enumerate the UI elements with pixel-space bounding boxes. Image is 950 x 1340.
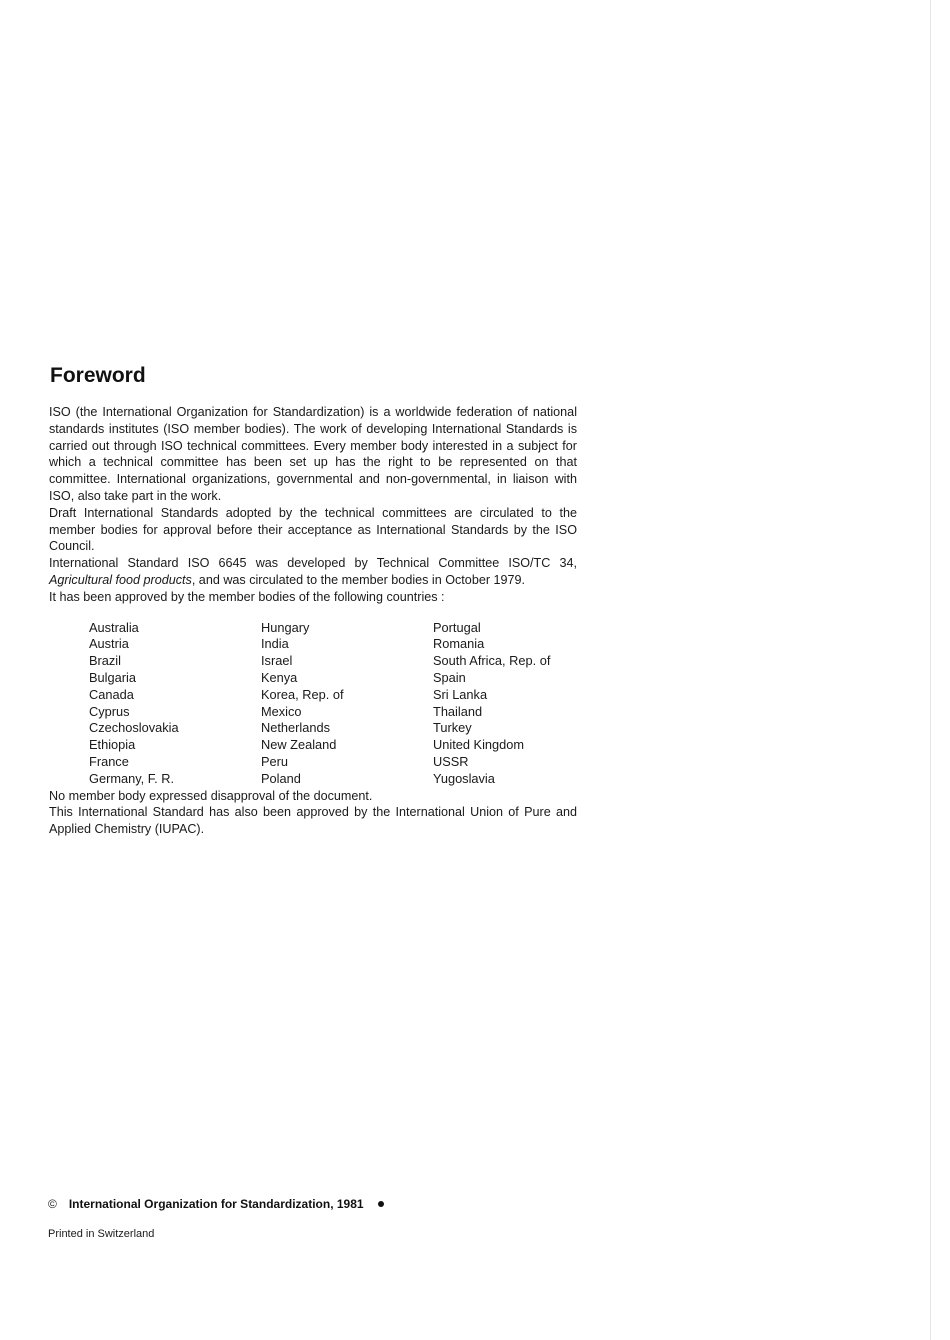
development-text-end: , and was circulated to the member bodies in October 1979. [191, 572, 526, 587]
bullet-dot-icon [378, 1201, 384, 1207]
country-item: Turkey [433, 720, 472, 736]
copyright-icon: © [48, 1197, 57, 1211]
country-item: Mexico [261, 703, 302, 719]
country-item: India [261, 636, 289, 652]
country-item: Spain [433, 669, 466, 685]
country-item: Ethiopia [89, 737, 136, 753]
country-item: Portugal [433, 619, 481, 635]
copyright-line [48, 1196, 384, 1212]
country-item: Germany, F. R. [89, 770, 175, 786]
country-item: Australia [89, 619, 139, 635]
country-item: Sri Lanka [433, 686, 488, 702]
country-item: New Zealand [261, 737, 337, 753]
paragraph-iso-intro: ISO (the International Organization for Standardization) is a worldwide federation of national standards institutes (ISO member bodies). The work of developing International Standards is carried out through ISO technical committees. Every member body interested in a subject for which a technical committee has been set up has the right to be represented on that committee. International organizations, governmental and non-governmental, in liaison with ISO, also take part in the work. [49, 405, 577, 503]
paragraph-draft-standards: Draft International Standards adopted by the technical committees are circulated to the member bodies for approval before their acceptance as International Standards by the ISO Council. [49, 505, 577, 554]
country-item: Bulgaria [89, 669, 136, 685]
country-item: Czechoslovakia [89, 720, 179, 736]
page-edge-rule [930, 0, 931, 1340]
country-item: South Africa, Rep. of [433, 653, 551, 669]
country-item: Cyprus [89, 703, 130, 719]
country-item: Canada [89, 686, 134, 702]
paragraph-iupac-approval: This International Standard has also been approved by the International Union of Pure and Applied Chemistry (IUPAC). [49, 805, 577, 837]
paragraph-development [49, 555, 577, 589]
printed-location: Printed in Switzerland [48, 1228, 155, 1240]
country-column-3 [433, 620, 605, 788]
country-item: Romania [433, 636, 485, 652]
country-item: Thailand [433, 703, 483, 719]
country-item: United Kingdom [433, 737, 525, 753]
country-item: USSR [433, 753, 469, 769]
country-item: Israel [261, 653, 293, 669]
committee-title: Agricultural food products [49, 572, 192, 587]
country-item: France [89, 753, 129, 769]
country-column-2 [261, 620, 433, 788]
country-item: Poland [261, 770, 301, 786]
country-item: Brazil [89, 653, 121, 669]
paragraph-approval-intro: It has been approved by the member bodies of the following countries : [49, 589, 445, 604]
page-footer [48, 1196, 384, 1241]
page-title: Foreword [50, 364, 146, 387]
development-text-start: International Standard ISO 6645 was developed by Technical Committee ISO/TC 34, [49, 556, 577, 571]
country-item: Austria [89, 636, 129, 652]
copyright-organization: International Organization for Standardization, 1981 [68, 1197, 364, 1211]
country-item: Peru [261, 753, 289, 769]
country-list [89, 620, 609, 788]
foreword-section [49, 362, 577, 838]
country-item: Netherlands [261, 720, 331, 736]
country-item: Hungary [261, 619, 310, 635]
country-column-1 [89, 620, 261, 788]
country-item: Kenya [261, 669, 298, 685]
country-item: Yugoslavia [433, 770, 495, 786]
country-item: Korea, Rep. of [261, 686, 344, 702]
paragraph-no-disapproval: No member body expressed disapproval of the document. [49, 788, 373, 803]
